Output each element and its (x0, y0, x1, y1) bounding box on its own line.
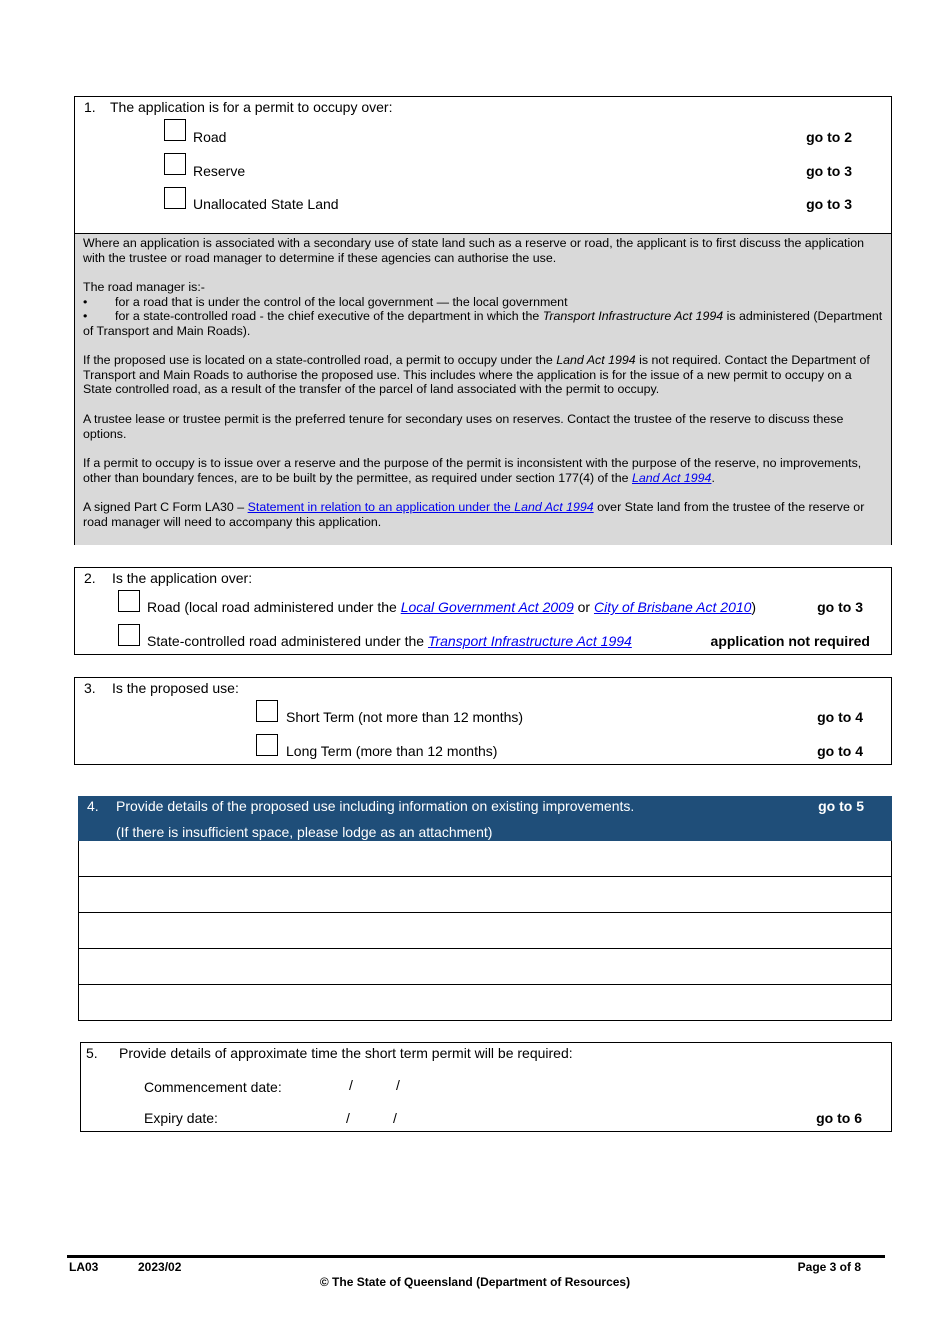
info-bullet-state-road: for a state-controlled road - the chief executive of the department in which the Transport Infrastructure Act 1994 is administered (Department of Transport and Main Roads). (83, 309, 883, 338)
expiry-date-label: Expiry date: (144, 1110, 218, 1126)
q3-long-term-goto: go to 4 (817, 743, 863, 759)
q4-line-2[interactable] (79, 877, 891, 913)
q1-question: The application is for a permit to occupy over: (110, 99, 393, 115)
commencement-date-label: Commencement date: (144, 1079, 282, 1095)
q2-number: 2. (84, 570, 96, 586)
q4-details-area (78, 841, 892, 1021)
info-paragraph-5: If a permit to occupy is to issue over a reserve and the purpose of the permit is inconsistent with the purpose of the reserve, no improvements, other than boundary fences, are to be built by the permittee, as required under section 177(4) of the Land Act 1994. (83, 456, 862, 485)
info-paragraph-3: If the proposed use is located on a state-controlled road, a permit to occupy under the Land Act 1994 is not required. Contact the Department of Transport and Main Roads to authorise the proposed use. This includes where the application is for the issue of a new permit to occupy on a State controlled road, as a result of the transfer of the parcel of land associated with the permit to occupy. (83, 353, 870, 396)
q4-number: 4. (87, 798, 99, 814)
q1-number: 1. (84, 99, 96, 115)
brisbane-act-link[interactable]: City of Brisbane Act 2010 (593, 599, 752, 615)
q2-local-road-label: Road (local road administered under the Local Government Act 2009 or City of Brisbane Act 2010) (147, 599, 757, 615)
info-road-manager-intro: The road manager is:- (83, 280, 205, 294)
q1-usl-checkbox[interactable] (164, 187, 186, 209)
commencement-slash-1: / (349, 1077, 353, 1093)
q5-number: 5. (86, 1045, 98, 1061)
q1-road-label: Road (193, 129, 227, 145)
q2-state-road-label: State-controlled road administered under the Transport Infrastructure Act 1994 (147, 633, 632, 649)
footer-version: 2023/02 (138, 1260, 182, 1274)
q3-short-term-goto: go to 4 (817, 709, 863, 725)
q1-reserve-label: Reserve (193, 163, 246, 179)
q4-note: (If there is insufficient space, please lodge as an attachment) (116, 824, 493, 840)
q4-line-4[interactable] (79, 949, 891, 985)
q4-goto: go to 5 (818, 798, 864, 814)
q2-local-road-checkbox[interactable] (118, 590, 140, 612)
info-paragraph-4: A trustee lease or trustee permit is the preferred tenure for secondary uses on reserves. Contact the trustee of the reserve to discuss these options. (83, 412, 844, 441)
q3-section (74, 677, 892, 765)
q1-reserve-checkbox[interactable] (164, 153, 186, 175)
info-paragraph-1: Where an application is associated with a secondary use of state land such as a reserve or road, the applicant is to first discuss the application with the trustee or road manager to determine if these agencies can authorise the use. (83, 236, 865, 265)
q4-line-5[interactable] (79, 985, 891, 1019)
q1-section (74, 96, 892, 545)
bullet-2: • (83, 309, 88, 323)
info-panel (75, 233, 891, 545)
q5-question: Provide details of approximate time the short term permit will be required: (119, 1045, 573, 1061)
expiry-date-input[interactable] (321, 1106, 421, 1126)
bullet-1: • (83, 295, 88, 309)
q3-question: Is the proposed use: (112, 680, 239, 696)
q2-local-road-goto: go to 3 (817, 599, 863, 615)
commencement-slash-2: / (396, 1077, 400, 1093)
footer-rule (67, 1255, 885, 1258)
la30-statement-link[interactable]: Statement in relation to an application under the Land Act 1994 (247, 500, 594, 514)
q3-long-term-checkbox[interactable] (256, 734, 278, 756)
q5-goto: go to 6 (816, 1110, 862, 1126)
q2-question: Is the application over: (112, 570, 253, 586)
commencement-date-input[interactable] (321, 1075, 421, 1095)
footer-page-number: Page 3 of 8 (797, 1260, 861, 1274)
q4-question: Provide details of the proposed use including information on existing improvements. (116, 798, 635, 814)
q2-section (74, 567, 892, 655)
q1-reserve-goto: go to 3 (806, 163, 852, 179)
expiry-slash-2: / (393, 1110, 397, 1126)
transport-act-link[interactable]: Transport Infrastructure Act 1994 (427, 633, 632, 649)
q4-line-3[interactable] (79, 913, 891, 949)
q3-short-term-label: Short Term (not more than 12 months) (286, 709, 524, 725)
q5-section (80, 1042, 892, 1132)
q2-state-road-goto: application not required (710, 633, 870, 649)
info-bullet-local-gov: for a road that is under the control of the local government — the local government (115, 295, 568, 309)
q2-state-road-checkbox[interactable] (118, 624, 140, 646)
q3-long-term-label: Long Term (more than 12 months) (286, 743, 498, 759)
q3-number: 3. (84, 680, 96, 696)
q4-line-1[interactable] (79, 841, 891, 877)
q4-header (78, 796, 892, 841)
q1-road-checkbox[interactable] (164, 119, 186, 141)
local-gov-act-link[interactable]: Local Government Act 2009 (400, 599, 574, 615)
q3-short-term-checkbox[interactable] (256, 700, 278, 722)
footer-copyright: © The State of Queensland (Department of Resources) (319, 1275, 631, 1289)
q1-usl-label: Unallocated State Land (193, 196, 339, 212)
q1-usl-goto: go to 3 (806, 196, 852, 212)
land-act-link[interactable]: Land Act 1994 (631, 470, 712, 485)
info-paragraph-6: A signed Part C Form LA30 – Statement in relation to an application under the Land Act 1994 over State land from the trustee of the reserve or road manager will need to accompany this application. (83, 500, 865, 529)
footer-form-code: LA03 (69, 1260, 99, 1274)
q1-road-goto: go to 2 (806, 129, 852, 145)
expiry-slash-1: / (346, 1110, 350, 1126)
